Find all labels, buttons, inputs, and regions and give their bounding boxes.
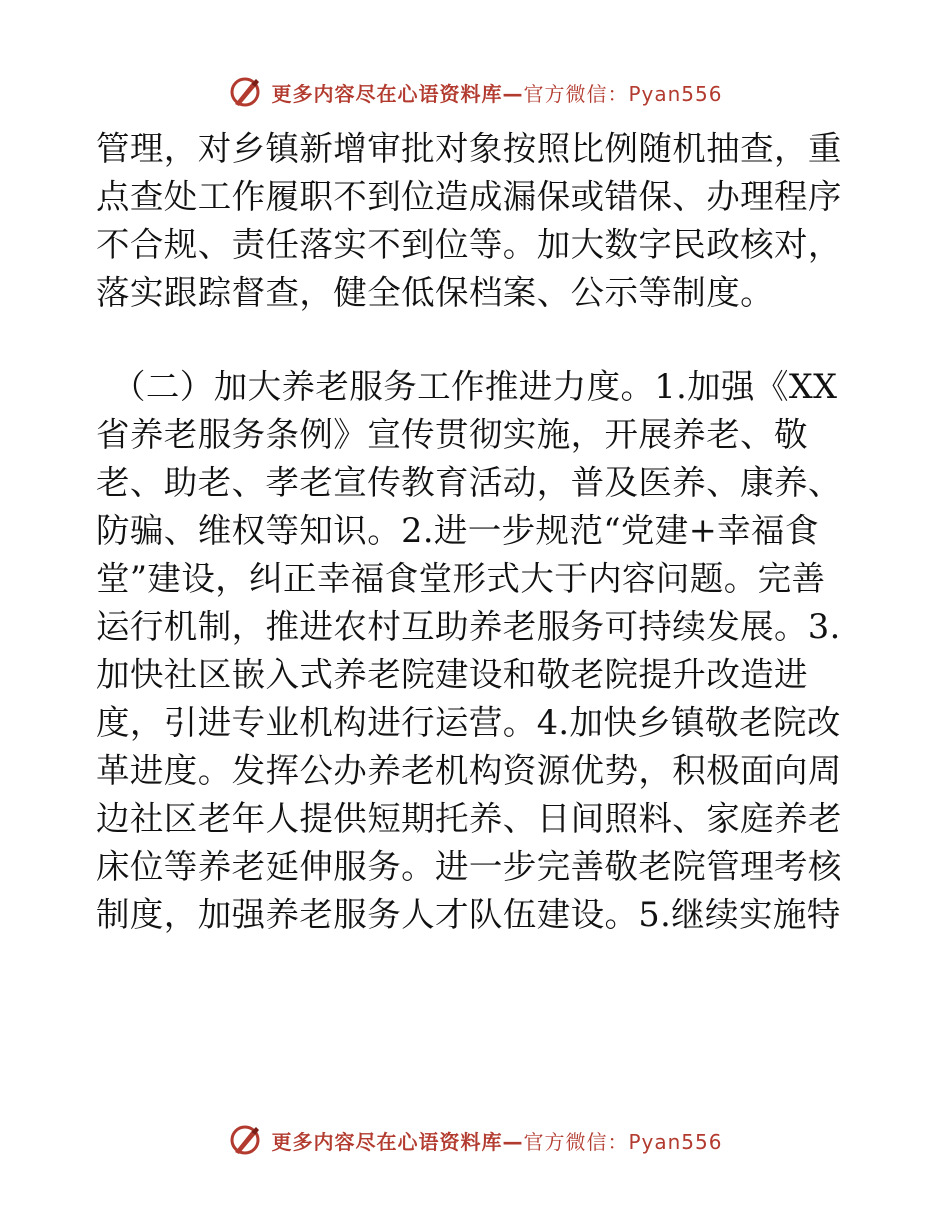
pen-circle-logo-icon bbox=[227, 74, 263, 110]
paragraph-2 bbox=[96, 363, 856, 939]
text-line: 加快社区嵌入式养老院建设和敬老院提升改造进 bbox=[96, 655, 808, 694]
text-line: 管理，对乡镇新增审批对象按照比例随机抽查，重 bbox=[96, 129, 842, 168]
pen-circle-logo-icon bbox=[227, 1122, 263, 1158]
text-line: 床位等养老延伸服务。进一步完善敬老院管理考核 bbox=[96, 847, 842, 886]
paragraph-spacer bbox=[96, 317, 856, 363]
document-body bbox=[96, 125, 856, 939]
text-line: 防骗、维权等知识。2.进一步规范“党建+幸福食 bbox=[96, 511, 819, 550]
text-line: 点查处工作履职不到位造成漏保或错保、办理程序 bbox=[96, 177, 842, 216]
text-line: 运行机制，推进农村互助养老服务可持续发展。3. bbox=[96, 607, 841, 646]
text-line: 堂”建设，纠正幸福食堂形式大于内容问题。完善 bbox=[96, 559, 826, 598]
watermark-header bbox=[0, 72, 950, 112]
text-line: 落实跟踪督查，健全低保档案、公示等制度。 bbox=[96, 273, 774, 312]
watermark-text: 更多内容尽在心语资料库—官方微信：Pyan556 bbox=[271, 1129, 723, 1154]
text-line: 制度，加强养老服务人才队伍建设。5.继续实施特 bbox=[96, 895, 841, 934]
section-heading-line: （二）加大养老服务工作推进力度。1.加强《XX bbox=[112, 367, 838, 406]
text-line: 老、助老、孝老宣传教育活动，普及医养、康养、 bbox=[96, 463, 842, 502]
text-line: 省养老服务条例》宣传贯彻实施，开展养老、敬 bbox=[96, 415, 808, 454]
watermark-text: 更多内容尽在心语资料库—官方微信：Pyan556 bbox=[271, 81, 723, 106]
text-line: 不合规、责任落实不到位等。加大数字民政核对， bbox=[96, 225, 842, 264]
watermark-footer bbox=[0, 1120, 950, 1160]
paragraph-1 bbox=[96, 125, 856, 317]
text-line: 革进度。发挥公办养老机构资源优势，积极面向周 bbox=[96, 751, 842, 790]
text-line: 度，引进专业机构进行运营。4.加快乡镇敬老院改 bbox=[96, 703, 841, 742]
text-line: 边社区老年人提供短期托养、日间照料、家庭养老 bbox=[96, 799, 842, 838]
